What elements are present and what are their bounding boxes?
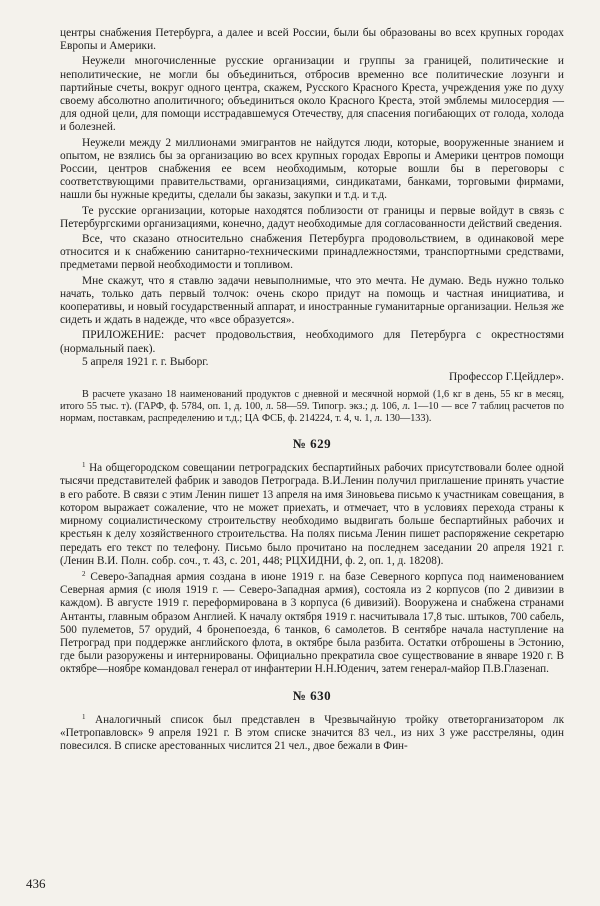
section-notes xyxy=(60,462,564,676)
footnote-mark: 1 xyxy=(82,712,86,721)
footnote-mark: 2 xyxy=(82,569,86,578)
section-notes xyxy=(60,714,564,754)
appendix-note: ПРИЛОЖЕНИЕ: расчет продовольствия, необходимого для Петербурга с окрестностями (нормальный паек). xyxy=(60,329,564,355)
footnote-text: Северо-Западная армия создана в июне 1919 г. на базе Северного корпуса под наименованием Северная армия (с июля 1919 г. — Северо-Западная армия), состояла из 2 корпусов (по 2 дивизии в каждом). В августе 1919 г. переформирована в 3 корпуса (6 дивизий). Вооружена и снабжена странами Антанты, главным образом Англией. К началу октября 1919 г. насчитывала 17,8 тыс. штыков, 700 сабель, 500 пулеметов, 57 орудий, 4 бронепоезда, 6 танков, 6 самолетов. В сентябре начала наступление на Петроград при поддержке английского флота, в октябре была разбита. Остатки отброшены в Эстонию, где были разоружены и интернированы. Официально прекратила свое существование в январе 1920 г. В октябре—ноябре командовал генерал от инфантерии Н.Н.Юденич, затем генерал-майор П.В.Глазенап. xyxy=(60,570,564,676)
paragraph: Неужели многочисленные русские организации и группы за границей, политические и неполитические, не могли бы объединиться, отбросив временно все политические лозунги и партийные счеты, вокруг одного центра, скажем, Русского Красного Креста, учреждения уже по духу своему абсолютно аполитичного; объединиться около Красного Креста, этой эмблемы милосердия — для одной цели, для помощи исстрадавшемуся Отечеству, для спасения погибающих от голода, холода и болезней. xyxy=(60,55,564,134)
paragraph: Неужели между 2 миллионами эмигрантов не найдутся люди, которые, вооруженные знанием и опытом, не взялись бы за организацию во всех крупных городах Европы и Америки центров помощи России, центров снабжения ее всем необходимым, которые вошли бы в переговоры с соответствующими правительствами, организациями, синдикатами, банками, торговыми фирмами, нашли бы нужные кредиты, сделали бы заказы, закупки и т.д. и т.д. xyxy=(60,136,564,202)
main-text xyxy=(60,27,564,425)
paragraph: Те русские организации, которые находятся поблизости от границы и первые войдут в связь с Петербургскими организациями, конечно, дадут необходимые для согласованности действий сведения. xyxy=(60,204,564,230)
footnote xyxy=(60,714,564,754)
footnote-text: На общегородском совещании петроградских беспартийных рабочих присутствовали более одной тысячи представителей фабрик и заводов Петрограда. В.И.Ленин получил приглашение принять участие в его работе. В связи с этим Ленин пишет 13 апреля на имя Зиновьева письмо к участникам совещания, в котором выражает сожаление, что не может приехать, и отмечает, что в условиях перехода страны к мирному социалистическому строительству необходимо выдвигать больше беспартийных рабочих и крестьян к делу хозяйственного строительства. На полях письма Ленин пишет распоряжение секретарю передать его текст по телефону. Письмо было прочитано на последнем заседании 20 апреля 1921 г. (Ленин В.И. Полн. собр. соч., т. 43, с. 201, 448; РЦХИДНИ, ф. 2, оп. 1, д. 18208). xyxy=(60,462,565,567)
section-heading: № 630 xyxy=(292,687,332,703)
paragraph: центры снабжения Петербурга, а далее и всей России, были бы образованы во всех крупных городах Европы и Америки. xyxy=(60,27,564,53)
paragraph: Все, что сказано относительно снабжения Петербурга продовольствием, в одинаковой мере относится и к снабжению санитарно-техническими принадлежностями, транспортными средствами, предметами первой необходимости и топливом. xyxy=(60,233,564,272)
footnote xyxy=(60,462,564,568)
footnote xyxy=(60,571,564,677)
footnote-text: Аналогичный список был представлен в Чрезвычайную тройку ответорганизатором лк «Петропавловск» 9 апреля 1921 г. В этом списке значится 83 чел., из них 3 уже расстреляны, один повесился. В списке арестованных числится 21 чел., двое бежали в Фин- xyxy=(60,713,565,752)
section-heading: № 629 xyxy=(292,436,332,452)
footnote-mark: 1 xyxy=(82,461,86,470)
signature: Профессор Г.Цейдлер». xyxy=(449,371,564,384)
source-note: В расчете указано 18 наименований продуктов с дневной и месячной нормой (1,6 кг в день, 55 кг в месяц, итого 55 тыс. т). (ГАРФ, ф. 5784, оп. 1, д. 100, л. 58—59. Типогр. экз.; д. 106, л. 1—10 — все 7 таблиц расчетов по нормам, поставкам, распределению и т.д.; ЦА ФСБ, ф. 214224, т. 4, ч. 1, л. 130—133). xyxy=(60,389,564,425)
date-place: 5 апреля 1921 г. г. Выборг. xyxy=(82,355,209,368)
page-number: 436 xyxy=(26,876,46,891)
paragraph: Мне скажут, что я ставлю задачи невыполнимые, что это мечта. Не думаю. Ведь нужно только начать, только дать первый толчок: очень скоро придут на помощь и частная инициатива, и кооперативы, и новый государственный аппарат, и иностранные гуманитарные организации. Нельзя же сидеть и ждать в надежде, что «все образуется». xyxy=(60,274,564,327)
